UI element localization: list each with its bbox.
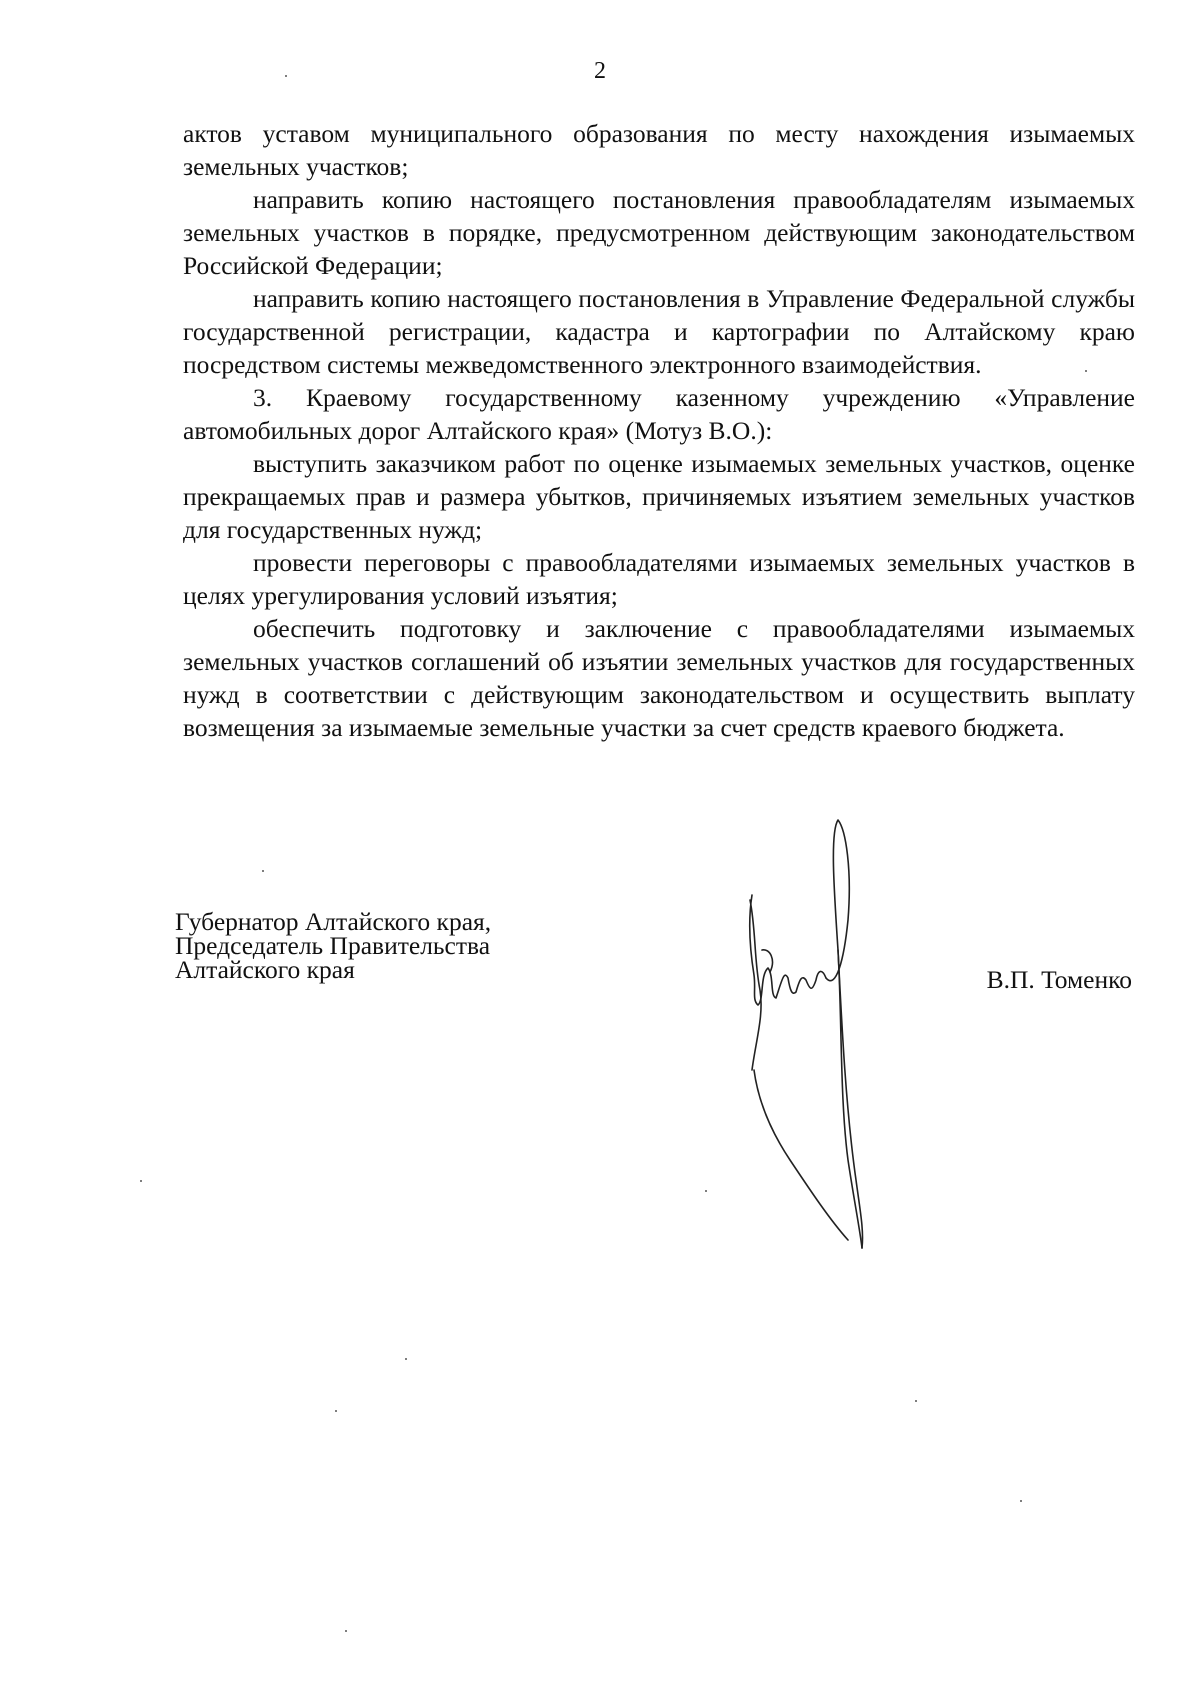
scan-speck (705, 1190, 707, 1192)
handwritten-signature (730, 800, 920, 1260)
paragraph: 3. Краевому государственному казенному учреждению «Управление автомобильных дорог Алтайского края» (Мотуз В.О.): (183, 383, 1135, 445)
paragraph: выступить заказчиком работ по оценке изымаемых земельных участков, оценке прекращаемых прав и размера убытков, причиняемых изъятием земельных участков для государственных нужд; (183, 449, 1135, 544)
scan-speck (915, 1400, 917, 1402)
paragraph: актов уставом муниципального образования по месту нахождения изымаемых земельных участков; (183, 119, 1135, 181)
scan-speck (1085, 370, 1087, 372)
document-body (183, 117, 1135, 744)
scan-speck (1020, 1500, 1022, 1502)
paragraph: направить копию настоящего постановления в Управление Федеральной службы государственной регистрации, кадастра и картографии по Алтайскому краю посредством системы межведомственного электронного взаимодействия. (183, 284, 1135, 379)
scan-speck (140, 1180, 142, 1182)
signer-position-line: Алтайского края (175, 955, 355, 984)
scan-speck (335, 1410, 337, 1412)
paragraph: провести переговоры с правообладателями изымаемых земельных участков в целях урегулирования условий изъятия; (183, 548, 1135, 610)
signer-position (175, 907, 492, 984)
scan-speck (405, 1358, 407, 1360)
signer-position-line: Губернатор Алтайского края, (175, 907, 492, 936)
paragraph: направить копию настоящего постановления правообладателям изымаемых земельных участков в порядке, предусмотренном действующим законодательством Российской Федерации; (183, 185, 1135, 280)
scan-speck (345, 1630, 347, 1632)
paragraph: обеспечить подготовку и заключение с правообладателями изымаемых земельных участков соглашений об изъятии земельных участков для государственных нужд в соответствии с действующим законодательством и осуществить выплату возмещения за изымаемые земельные участки за счет средств краевого бюджета. (183, 614, 1135, 742)
signer-position-line: Председатель Правительства (175, 931, 491, 960)
scan-speck (285, 75, 287, 77)
scan-speck (262, 870, 264, 872)
signer-name: В.П. Томенко (986, 965, 1132, 994)
page-number: 2 (594, 58, 606, 84)
